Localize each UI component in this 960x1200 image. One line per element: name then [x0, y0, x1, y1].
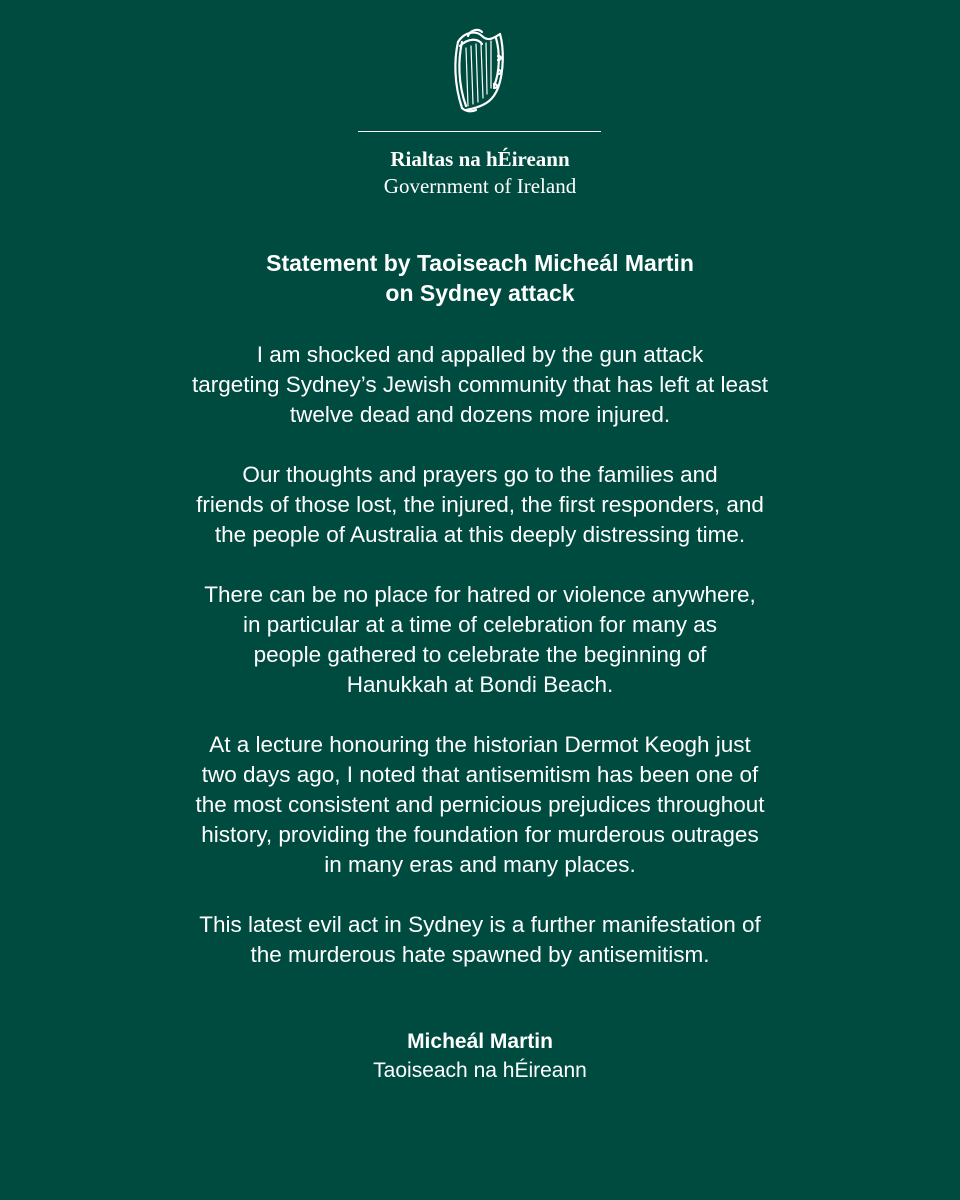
paragraph-line: the murderous hate spawned by antisemitism. [250, 942, 710, 967]
paragraph-line: At a lecture honouring the historian Dermot Keogh just [209, 732, 751, 757]
paragraph-line: people gathered to celebrate the beginning of [253, 642, 707, 667]
signatory-name: Micheál Martin [407, 1030, 553, 1053]
statement-body [0, 340, 960, 1000]
paragraph [0, 340, 960, 430]
paragraph-line: in particular at a time of celebration for many as [243, 612, 717, 637]
signatory-role: Taoiseach na hÉireann [373, 1059, 587, 1082]
paragraph [0, 910, 960, 970]
paragraph-line: There can be no place for hatred or violence anywhere, [204, 582, 756, 607]
title-line: Statement by Taoiseach Micheál Martin [266, 250, 694, 276]
paragraph-line: the people of Australia at this deeply distressing time. [214, 522, 746, 547]
paragraph [0, 580, 960, 700]
paragraph-line: This latest evil act in Sydney is a further manifestation of [199, 912, 761, 937]
harp-icon [448, 26, 512, 116]
paragraph [0, 730, 960, 880]
paragraph-line: targeting Sydney’s Jewish community that has left at least [191, 372, 769, 397]
paragraph-line: history, providing the foundation for murderous outrages [201, 822, 759, 847]
paragraph-line: friends of those lost, the injured, the first responders, and [196, 492, 764, 517]
paragraph-line: I am shocked and appalled by the gun attack [256, 342, 704, 367]
paragraph-line: twelve dead and dozens more injured. [289, 402, 671, 427]
paragraph [0, 460, 960, 550]
title-line: on Sydney attack [385, 280, 575, 306]
header-divider [358, 131, 601, 132]
paragraph-line: two days ago, I noted that antisemitism has been one of [201, 762, 759, 787]
org-name-irish: Rialtas na hÉireann [390, 147, 570, 171]
paragraph-line: Hanukkah at Bondi Beach. [346, 672, 614, 697]
statement-title [0, 248, 960, 308]
paragraph-line: the most consistent and pernicious prejudices throughout [195, 792, 765, 817]
org-name-english: Government of Ireland [383, 174, 577, 198]
paragraph-line: in many eras and many places. [324, 852, 636, 877]
paragraph-line: Our thoughts and prayers go to the families and [242, 462, 718, 487]
